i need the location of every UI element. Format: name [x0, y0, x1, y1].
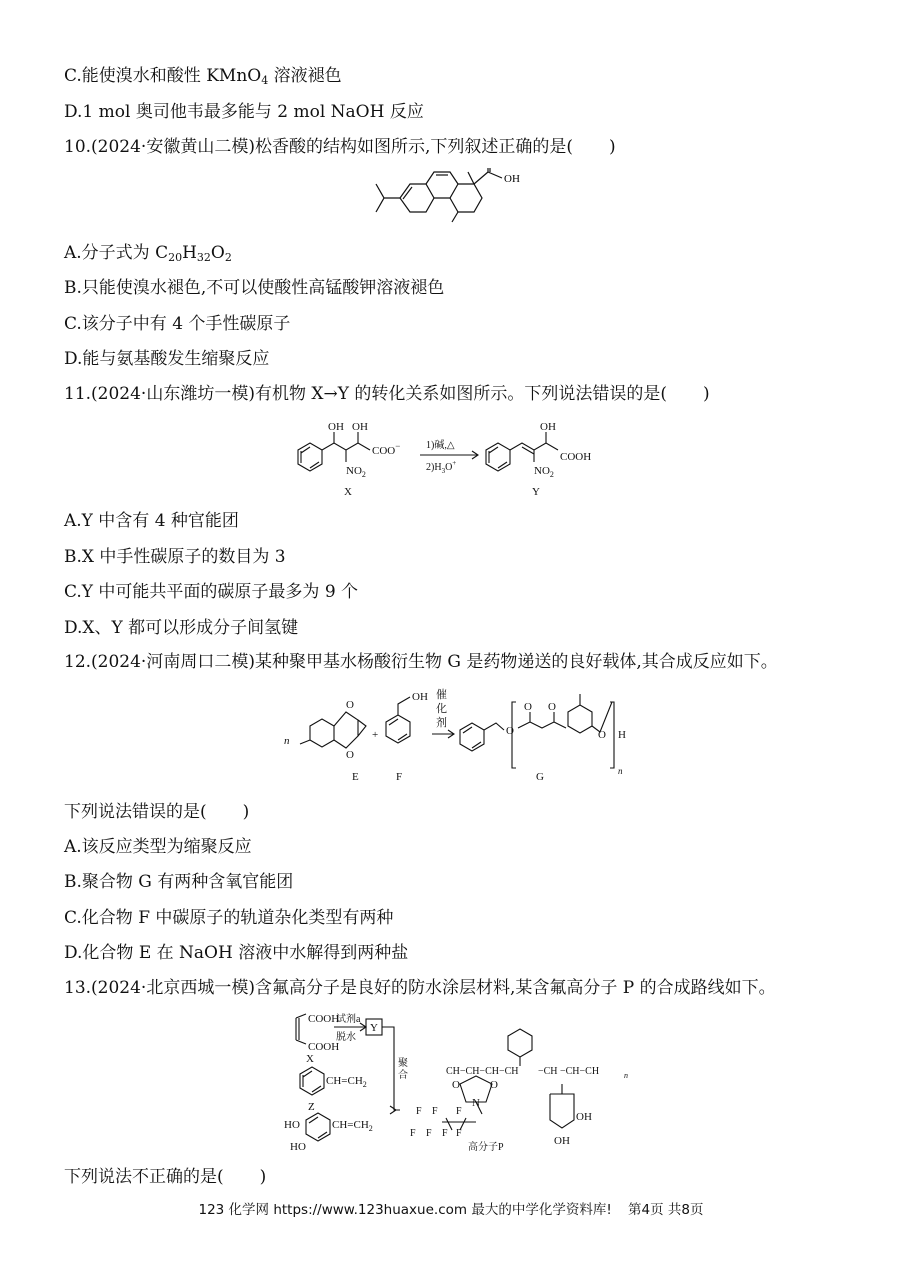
label-f: F	[396, 771, 403, 783]
e-coefficient: n	[284, 735, 290, 747]
catechol-ho-1: HO	[284, 1119, 300, 1131]
oh-label: OH	[504, 173, 520, 185]
reaction-step-2: 2)H	[426, 462, 442, 473]
p-oh-2: OH	[554, 1135, 570, 1147]
imide-o1: O	[452, 1079, 460, 1091]
page-footer	[0, 1198, 902, 1218]
f-oh: OH	[412, 691, 428, 703]
x-oh1: OH	[328, 421, 344, 433]
catechol-ho-2: HO	[290, 1141, 306, 1153]
option-12a: A.该反应类型为缩聚反应	[64, 837, 252, 857]
polymer-repeat-n: n	[624, 1071, 628, 1080]
option-10b: B.只能使溴水褪色,不可以使酸性高锰酸钾溶液褪色	[64, 278, 445, 298]
f-6: F	[442, 1128, 448, 1139]
plus-sign: +	[372, 729, 379, 741]
svg-text:CH=CH2	[332, 1119, 373, 1133]
figure-x-to-y	[286, 418, 616, 500]
catechol-vinyl-sub: 2	[368, 1124, 373, 1133]
label-x: X	[344, 486, 352, 498]
imide-n: N	[472, 1097, 480, 1109]
y-no2-sub: 2	[549, 470, 554, 479]
option-9d: D.1 mol 奥司他韦最多能与 2 mol NaOH 反应	[64, 102, 424, 122]
option-12d: D.化合物 E 在 NaOH 溶液中水解得到两种盐	[64, 943, 409, 963]
f-4: F	[410, 1128, 416, 1139]
f-7: F	[456, 1128, 462, 1139]
option-11d: D.X、Y 都可以形成分子间氢键	[64, 618, 299, 638]
g-repeat-n: n	[618, 766, 623, 776]
x-coo: COO	[372, 445, 396, 457]
y-oh: OH	[540, 421, 556, 433]
label-y: Y	[532, 486, 540, 498]
p-oh-1: OH	[576, 1111, 592, 1123]
option-11a: A.Y 中含有 4 种官能团	[64, 511, 239, 531]
label-g: G	[536, 771, 544, 783]
figure-abietic-acid	[370, 168, 540, 234]
option-11b: B.X 中手性碳原子的数目为 3	[64, 547, 286, 567]
dehydration: 脱水	[336, 1032, 356, 1043]
option-10c: C.该分子中有 4 个手性碳原子	[64, 314, 291, 334]
reaction-step-1: 1)碱,△	[426, 440, 455, 451]
g-ester-o: O	[506, 725, 514, 737]
question-13-stem: 下列说法不正确的是( )	[64, 1167, 267, 1187]
polymer-chain: CH−CH−CH−CH	[446, 1066, 519, 1077]
question-10: 10.(2024·安徽黄山二模)松香酸的结构如图所示,下列叙述正确的是( )	[64, 137, 616, 157]
y-cooh: COOH	[560, 451, 592, 463]
svg-text:2)H3O+	[426, 459, 456, 475]
figure-e-f-g	[280, 682, 630, 792]
polymerize-2: 合	[398, 1070, 408, 1081]
polymer-chain-2: −CH	[538, 1066, 558, 1077]
question-11: 11.(2024·山东潍坊一模)有机物 X→Y 的转化关系如图所示。下列说法错误的是( )	[64, 384, 710, 404]
label-x: X	[306, 1053, 314, 1065]
question-12-stem: 下列说法错误的是( )	[64, 802, 250, 822]
g-carbonyl-o2: O	[548, 701, 556, 713]
catalyst-3: 剂	[436, 717, 447, 729]
option-10d: D.能与氨基酸发生缩聚反应	[64, 349, 270, 369]
question-12: 12.(2024·河南周口二模)某种聚甲基水杨酸衍生物 G 是药物递送的良好载体,其合成反应如下。	[64, 652, 778, 672]
label-y-box: Y	[370, 1022, 378, 1034]
e-carbonyl-o1: O	[346, 699, 354, 711]
x-no2-sub: 2	[361, 470, 366, 479]
svg-text:COO−	[372, 441, 400, 457]
catalyst-2: 化	[436, 703, 447, 715]
g-carbonyl-o1: O	[524, 701, 532, 713]
svg-text:NO2	[346, 465, 366, 479]
g-phenol-o: O	[598, 729, 606, 741]
svg-text:CH=CH2	[326, 1075, 367, 1089]
g-end-h: H	[618, 729, 626, 741]
footer-site: 123 化学网 https://www.123huaxue.com 最大的中学化学资料库!	[198, 1202, 612, 1218]
reagent-a: 试剂a	[336, 1014, 361, 1025]
f-3: F	[456, 1106, 462, 1117]
reaction-step-2-sub: 3	[441, 467, 446, 475]
option-12b: B.聚合物 G 有两种含氧官能团	[64, 872, 294, 892]
option-11c: C.Y 中可能共平面的碳原子最多为 9 个	[64, 582, 359, 602]
question-13: 13.(2024·北京西城一模)含氟高分子是良好的防水涂层材料,某含氟高分子 P 的合成路线如下。	[64, 978, 776, 998]
imide-o2: O	[490, 1079, 498, 1091]
option-12c: C.化合物 F 中碳原子的轨道杂化类型有两种	[64, 908, 394, 928]
label-p: 高分子P	[468, 1142, 504, 1153]
polymerize-1: 聚	[398, 1058, 408, 1069]
x-oh2: OH	[352, 421, 368, 433]
option-9c: C.能使溴水和酸性 KMnO$_4$ 溶液褪色	[64, 66, 342, 87]
y-no2: NO	[534, 465, 550, 477]
f-5: F	[426, 1128, 432, 1139]
reaction-step-2-charge: +	[452, 459, 457, 467]
catalyst-1: 催	[436, 689, 447, 701]
svg-text:NO2	[534, 465, 554, 479]
x-coo-charge: −	[395, 441, 401, 451]
reaction-step-2-o: O	[445, 462, 453, 473]
label-z: Z	[308, 1101, 315, 1113]
catechol-vinyl: CH=CH	[332, 1119, 369, 1131]
footer-page-number: 第4页 共8页	[628, 1202, 704, 1218]
figure-synthesis-p	[276, 1010, 636, 1160]
e-carbonyl-o2: O	[346, 749, 354, 761]
option-10a: A.分子式为 $C_{20}H_{32}O_2$	[64, 243, 232, 264]
f-2: F	[432, 1106, 438, 1117]
polymer-chain-3: −CH−CH	[560, 1066, 600, 1077]
z-vinyl: CH=CH	[326, 1075, 363, 1087]
label-e: E	[352, 771, 359, 783]
x-cooh-bottom: COOH	[308, 1041, 340, 1053]
z-vinyl-sub: 2	[362, 1080, 367, 1089]
x-no2: NO	[346, 465, 362, 477]
f-1: F	[416, 1106, 422, 1117]
x-cooh-top: COOH	[308, 1013, 340, 1025]
